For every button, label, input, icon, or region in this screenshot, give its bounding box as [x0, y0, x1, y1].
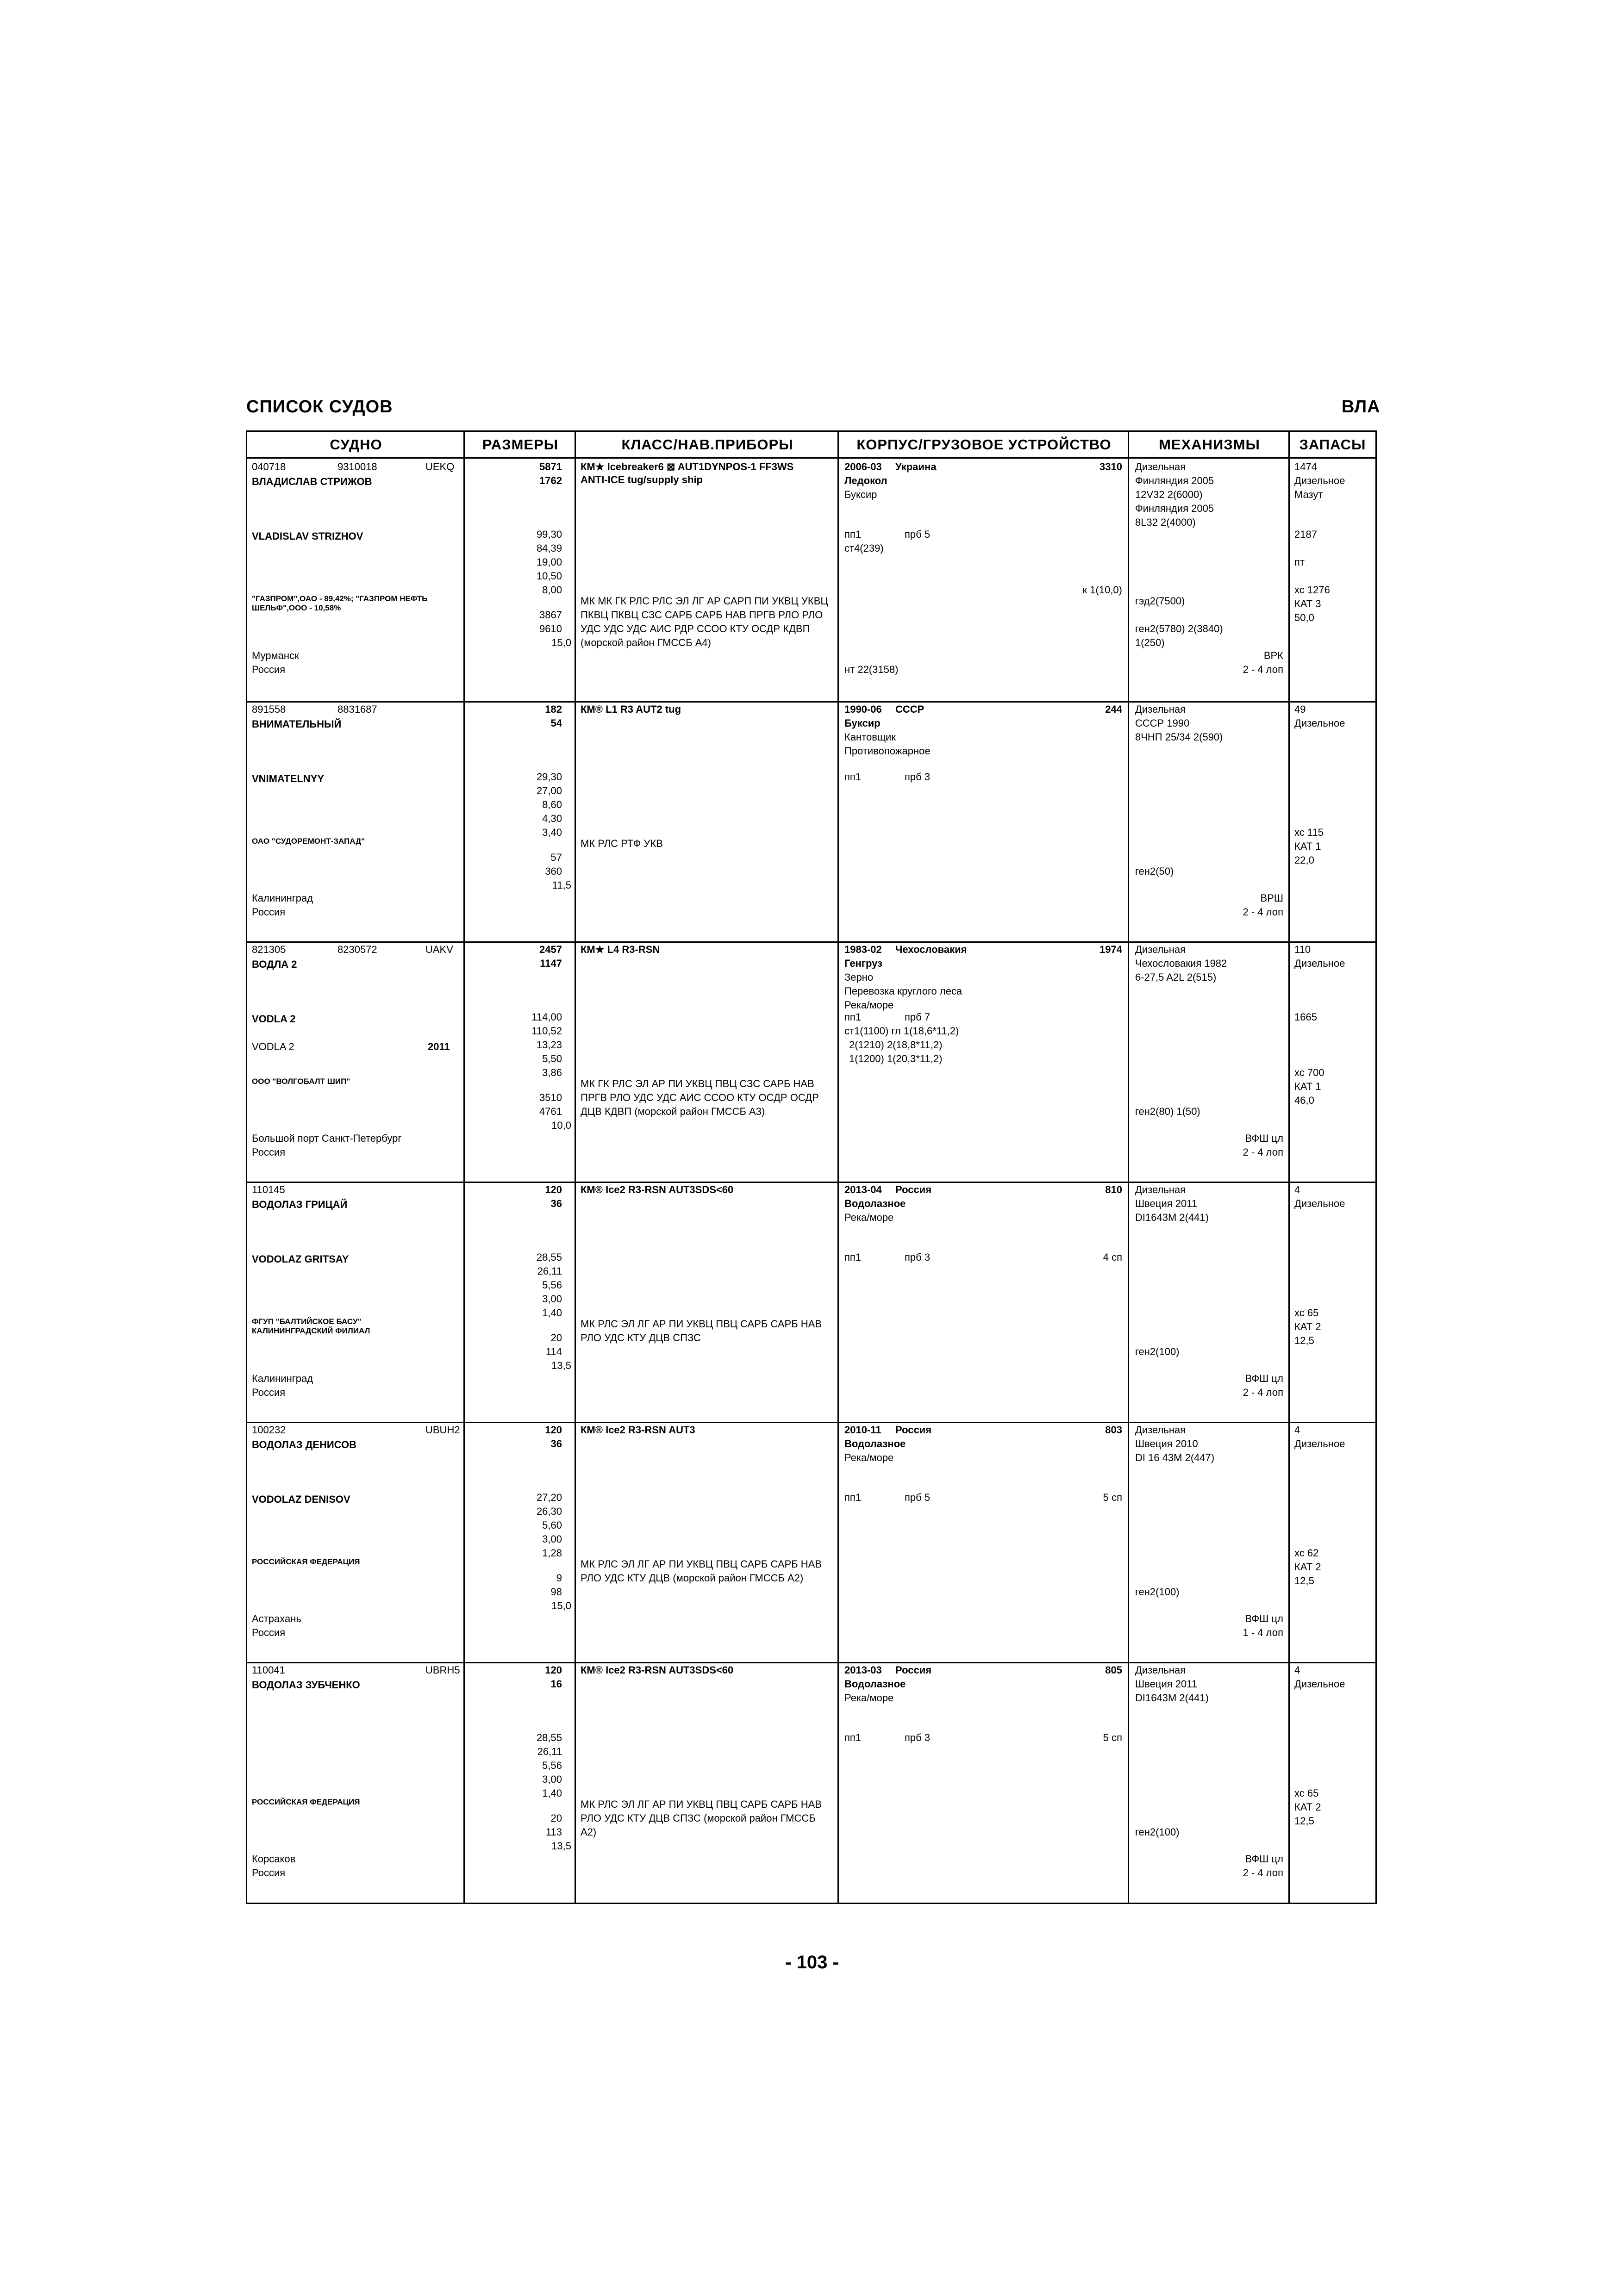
vessel-dimension: 120: [545, 1424, 562, 1436]
vessel-dimension: 13,23: [536, 1039, 562, 1051]
vessel-stock: Дизельное: [1294, 1678, 1345, 1690]
vessel-flag: Россия: [252, 664, 286, 675]
vessel-deck: пп1: [844, 1251, 862, 1263]
vessel-stock: КАТ 2: [1294, 1561, 1321, 1573]
col-header-machinery: МЕХАНИЗМЫ: [1159, 436, 1260, 453]
vessel-class: КМ® Ice2 R3-RSN AUT3: [581, 1424, 695, 1436]
vessel-hull-number: 805: [1105, 1664, 1122, 1676]
vessel-stock: КАТ 2: [1294, 1321, 1321, 1332]
vessel-dimension: 120: [545, 1184, 562, 1195]
vessel-propeller-blades: 1 - 4 лоп: [1243, 1627, 1283, 1638]
vessel-deck: пп1: [844, 771, 862, 783]
vessel-dimension: 1762: [539, 475, 562, 486]
vessel-dimension: 11,5: [552, 879, 571, 891]
vessel-stock: Дизельное: [1294, 1198, 1345, 1209]
vessel-holds: ст1(1100) гл 1(18,6*11,2): [844, 1025, 959, 1037]
vessel-propeller: ВФШ цл: [1245, 1132, 1283, 1144]
vessel-dimension: 13,5: [551, 1360, 571, 1371]
vessel-dimension: 16: [550, 1678, 562, 1690]
vessel-dimension: 110,52: [531, 1025, 562, 1037]
vessel-cargo-gear: 5 сп: [1103, 1732, 1122, 1743]
vessel-engine: Чехословакия 1982: [1135, 958, 1227, 969]
vessel-type: Зерно: [844, 971, 874, 983]
vessel-dimension: 99,30: [536, 529, 562, 540]
vessel-owner: "ГАЗПРОМ",ОАО - 89,42%; "ГАЗПРОМ НЕФТЬ ШЕЛЬФ",ООО - 10,58%: [252, 594, 428, 612]
vessel-stock: 4: [1294, 1424, 1300, 1436]
vessel-reg-number: 100232: [252, 1424, 286, 1436]
col-header-dimensions: РАЗМЕРЫ: [482, 436, 559, 453]
vessel-hull-number: 1974: [1099, 944, 1122, 955]
vessel-engine: Дизельная: [1135, 1424, 1186, 1436]
vessel-flag: Россия: [252, 1627, 286, 1638]
vessel-hull-number: 3310: [1099, 461, 1122, 473]
vessel-engine: СССР 1990: [1135, 717, 1190, 729]
vessel-imo: 8230572: [337, 944, 377, 955]
vessel-dimension: 3,40: [542, 827, 562, 838]
vessel-class: КМ® L1 R3 AUT2 tug: [581, 703, 681, 715]
vessel-imo: 9310018: [337, 461, 377, 473]
vessel-dimension: 54: [550, 717, 562, 729]
vessel-engine: Дизельная: [1135, 944, 1186, 955]
vessel-engine: Швеция 2011: [1135, 1198, 1198, 1209]
vessel-build-date: 1983-02: [844, 944, 882, 955]
vessel-generator: ген2(5780) 2(3840): [1135, 623, 1223, 635]
vessel-engine: Дизельная: [1135, 703, 1186, 715]
vessel-dimension: 1147: [540, 958, 562, 969]
vessel-dimension: 4761: [539, 1106, 562, 1117]
vessel-bulkheads: прб 3: [905, 1251, 931, 1263]
vessel-dimension: 10,0: [551, 1120, 571, 1131]
vessel-dimension: 114: [545, 1346, 562, 1357]
vessel-dimension: 1,40: [542, 1307, 562, 1319]
vessel-name-latin: VNIMATELNYY: [252, 773, 325, 784]
vessel-propeller-blades: 2 - 4 лоп: [1243, 1146, 1283, 1158]
vessel-build-country: Россия: [895, 1664, 932, 1676]
vessel-engine: Дизельная: [1135, 1664, 1186, 1676]
vessel-dimension: 29,30: [536, 771, 562, 783]
vessel-stock: 1665: [1294, 1011, 1317, 1023]
vessel-owner: ФГУП "БАЛТИЙСКОЕ БАСУ" КАЛИНИНГРАДСКИЙ ФИЛИАЛ: [252, 1317, 370, 1335]
vessel-generator: ген2(100): [1135, 1826, 1180, 1838]
vessel-dimension: 15,0: [551, 1600, 571, 1612]
vessel-stock: хс 1276: [1294, 584, 1330, 596]
vessel-stock: хс 62: [1294, 1547, 1319, 1559]
vessel-dimension: 10,50: [536, 570, 562, 582]
vessel-dimension: 20: [550, 1332, 562, 1344]
vessel-stock: 22,0: [1294, 854, 1314, 866]
vessel-port: Мурманск: [252, 650, 299, 661]
vessel-dimension: 13,5: [551, 1840, 571, 1852]
vessel-owner: ООО "ВОЛГОБАЛТ ШИП": [252, 1077, 350, 1086]
vessel-flag: Россия: [252, 906, 286, 918]
vessel-stock: хс 700: [1294, 1067, 1324, 1078]
vessel-dimension: 1,28: [542, 1547, 562, 1559]
vessel-engine: Финляндия 2005: [1135, 475, 1214, 486]
vessel-owner: РОССИЙСКАЯ ФЕДЕРАЦИЯ: [252, 1798, 360, 1806]
vessel-bulkheads: прб 5: [905, 529, 931, 540]
vessel-stock: 4: [1294, 1664, 1300, 1676]
vessel-build-country: Россия: [895, 1424, 932, 1436]
vessel-nav-equipment: МК РЛС ЭЛ ЛГ АР ПИ УКВЦ ПВЦ САРБ САРБ НАВ РЛО УДС КТУ ДЦВ СПЗС (морской район ГМССБ А2): [581, 1798, 822, 1838]
vessel-port: Калининград: [252, 892, 313, 904]
vessel-stock: Мазут: [1294, 489, 1323, 500]
vessel-build-country: СССР: [895, 703, 924, 715]
vessel-bulkheads: прб 5: [905, 1492, 931, 1503]
vessel-holds: 2(1210) 2(18,8*11,2): [849, 1039, 943, 1051]
vessel-holds: 1(1200) 1(20,3*11,2): [849, 1053, 943, 1064]
page-number: - 103 -: [785, 1952, 839, 1972]
vessel-stock: Дизельное: [1294, 958, 1345, 969]
vessel-table: [246, 430, 1377, 1904]
vessel-type: Река/море: [844, 1212, 894, 1223]
vessel-class: КМ★ L4 R3-RSN: [581, 944, 660, 955]
vessel-name: ВОДЛА 2: [252, 958, 297, 970]
vessel-type: Водолазное: [844, 1438, 906, 1450]
vessel-dimension: 360: [545, 865, 562, 877]
vessel-type: Река/море: [844, 999, 894, 1011]
vessel-nav-equipment: МК РЛС РТФ УКВ: [581, 838, 663, 849]
vessel-nav-equipment: МК ГК РЛС ЭЛ АР ПИ УКВЦ ПВЦ СЗС САРБ НАВ ПРГВ РЛО УДС УДС АИС ССОО КТУ ОСДР ОСДР ДЦВ КДВП (морской район ГМССБ А3): [581, 1078, 819, 1117]
vessel-dimension: 26,11: [537, 1265, 562, 1277]
vessel-flag: Россия: [252, 1867, 286, 1879]
vessel-name: ВОДОЛАЗ ДЕНИСОВ: [252, 1439, 357, 1450]
vessel-reg-number: 110041: [252, 1664, 285, 1676]
vessel-stock: 12,5: [1294, 1815, 1314, 1827]
vessel-deck: пп1: [844, 1011, 862, 1023]
vessel-dimension: 27,00: [536, 785, 562, 796]
vessel-stock: КАТ 1: [1294, 1081, 1321, 1092]
vessel-stock: 46,0: [1294, 1095, 1314, 1106]
vessel-name-latin: VODOLAZ DENISOV: [252, 1493, 350, 1505]
vessel-class: КМ★ Icebreaker6 ⊠ AUT1DYNPOS-1 FF3WS: [581, 461, 794, 473]
vessel-stock: хс 65: [1294, 1787, 1319, 1799]
vessel-flag: Россия: [252, 1387, 286, 1398]
vessel-dimension: 3,86: [542, 1067, 562, 1078]
page-title: СПИСОК СУДОВ: [246, 397, 393, 417]
vessel-dimension: 36: [550, 1198, 562, 1209]
vessel-nav-equipment: МК РЛС ЭЛ ЛГ АР ПИ УКВЦ ПВЦ САРБ САРБ НАВ РЛО УДС КТУ ДЦВ СПЗС: [581, 1318, 822, 1344]
vessel-dimension: 98: [550, 1586, 562, 1598]
vessel-stock: хс 65: [1294, 1307, 1319, 1319]
vessel-engine: Швеция 2011: [1135, 1678, 1198, 1690]
vessel-hull-number: 244: [1105, 703, 1122, 715]
vessel-call-sign: UBUH2: [425, 1424, 460, 1436]
vessel-deck: пп1: [844, 1732, 862, 1743]
vessel-port: Корсаков: [252, 1853, 296, 1865]
table-header: [247, 432, 1375, 459]
vessel-dimension: 8,00: [542, 584, 562, 596]
vessel-dimension: 20: [550, 1812, 562, 1824]
vessel-stock: Дизельное: [1294, 1438, 1345, 1450]
vessel-type: Противопожарное: [844, 745, 931, 757]
vessel-bulkheads: прб 7: [905, 1011, 931, 1023]
vessel-propeller-blades: 2 - 4 лоп: [1243, 1867, 1283, 1879]
vessel-stock: 2187: [1294, 529, 1317, 540]
vessel-dimension: 120: [545, 1664, 562, 1676]
vessel-bulkheads: прб 3: [905, 771, 931, 783]
vessel-name: ВОДОЛАЗ ЗУБЧЕНКО: [252, 1679, 360, 1691]
vessel-stock: 12,5: [1294, 1575, 1314, 1587]
vessel-dimension: 3510: [539, 1092, 562, 1103]
vessel-bulkheads: прб 3: [905, 1732, 931, 1743]
vessel-dimension: 9: [556, 1572, 562, 1584]
vessel-engine: DI 16 43M 2(447): [1135, 1452, 1215, 1463]
vessel-class-notation: ANTI-ICE tug/supply ship: [581, 474, 703, 485]
vessel-port: Астрахань: [252, 1613, 301, 1624]
vessel-deck: пп1: [844, 1492, 862, 1503]
vessel-dimension: 36: [550, 1438, 562, 1450]
vessel-dimension: 3867: [539, 609, 562, 621]
vessel-engine: 8ЧНП 25/34 2(590): [1135, 731, 1223, 743]
vessel-hull-number: 803: [1105, 1424, 1122, 1436]
vessel-tonnage: нт 22(3158): [844, 664, 899, 675]
vessel-stock: 110: [1294, 944, 1311, 955]
vessel-owner: РОССИЙСКАЯ ФЕДЕРАЦИЯ: [252, 1557, 360, 1566]
vessel-type: Река/море: [844, 1692, 894, 1704]
vessel-propeller: ВФШ цл: [1245, 1613, 1283, 1624]
vessel-dimension: 28,55: [536, 1251, 562, 1263]
vessel-class: КМ® Ice2 R3-RSN AUT3SDS<60: [581, 1184, 734, 1195]
col-header-class: КЛАСС/НАВ.ПРИБОРЫ: [621, 436, 793, 453]
vessel-port: Калининград: [252, 1373, 313, 1384]
vessel-propeller: ВРК: [1263, 650, 1283, 661]
vessel-stock: 49: [1294, 703, 1306, 715]
vessel-name-latin: VODLA 2: [252, 1013, 296, 1025]
vessel-build-date: 2010-11: [844, 1424, 881, 1436]
vessel-propeller-blades: 2 - 4 лоп: [1243, 906, 1283, 918]
vessel-cargo-gear: 5 сп: [1103, 1492, 1122, 1503]
vessel-dimension: 3,00: [542, 1533, 562, 1545]
vessel-call-sign: UEKQ: [425, 461, 455, 473]
vessel-build-date: 2006-03: [844, 461, 882, 473]
vessel-stock: пт: [1294, 556, 1305, 568]
vessel-dimension: 114,00: [531, 1011, 562, 1023]
vessel-engine: 12V32 2(6000): [1135, 489, 1203, 500]
vessel-reg-number: 821305: [252, 944, 286, 955]
vessel-dimension: 5871: [539, 461, 562, 473]
vessel-hull-number: 810: [1105, 1184, 1122, 1195]
vessel-dimension: 3,00: [542, 1773, 562, 1785]
vessel-type: Генгруз: [844, 958, 883, 969]
vessel-call-sign: UAKV: [425, 944, 453, 955]
section-code: ВЛА: [1342, 397, 1380, 417]
vessel-cargo-gear: к 1(10,0): [1082, 584, 1122, 596]
vessel-build-country: Украина: [895, 461, 937, 473]
vessel-type: Водолазное: [844, 1198, 906, 1209]
vessel-stock: 1474: [1294, 461, 1317, 473]
vessel-stock: 12,5: [1294, 1335, 1314, 1346]
vessel-propeller-blades: 2 - 4 лоп: [1243, 1387, 1283, 1398]
vessel-dimension: 8,60: [542, 799, 562, 810]
vessel-former-name: VODLA 2: [252, 1041, 294, 1052]
vessel-build-date: 1990-06: [844, 703, 882, 715]
vessel-engine: 8L32 2(4000): [1135, 516, 1196, 528]
vessel-type: Кантовщик: [844, 731, 896, 743]
vessel-engine: Швеция 2010: [1135, 1438, 1198, 1450]
vessel-generator: ген2(100): [1135, 1586, 1180, 1598]
vessel-class: КМ® Ice2 R3-RSN AUT3SDS<60: [581, 1664, 734, 1676]
col-header-hull: КОРПУС/ГРУЗОВОЕ УСТРОЙСТВО: [856, 436, 1112, 453]
vessel-dimension: 84,39: [536, 542, 562, 554]
vessel-stock: КАТ 2: [1294, 1801, 1321, 1813]
vessel-dimension: 19,00: [536, 556, 562, 568]
vessel-type: Водолазное: [844, 1678, 906, 1690]
vessel-imo: 8831687: [337, 703, 377, 715]
vessel-dimension: 182: [545, 703, 562, 715]
vessel-cargo-gear: 4 сп: [1103, 1251, 1122, 1263]
vessel-generator: ген2(100): [1135, 1346, 1180, 1357]
vessel-name: ВОДОЛАЗ ГРИЦАЙ: [252, 1199, 348, 1210]
vessel-dimension: 26,30: [536, 1506, 562, 1517]
vessel-stock: 4: [1294, 1184, 1300, 1195]
vessel-flag: Россия: [252, 1146, 286, 1158]
vessel-type: Буксир: [844, 489, 877, 500]
vessel-dimension: 5,56: [542, 1279, 562, 1291]
vessel-stock: Дизельное: [1294, 717, 1345, 729]
vessel-former-year: 2011: [428, 1041, 450, 1052]
vessel-dimension: 5,60: [542, 1519, 562, 1531]
col-header-vessel: СУДНО: [330, 436, 382, 453]
vessel-nav-equipment: МК МК ГК РЛС РЛС ЭЛ ЛГ АР САРП ПИ УКВЦ УКВЦ ПКВЦ ПКВЦ СЗС САРБ САРБ НАВ ПРГВ РЛО РЛО УДС УДС УДС АИС РДР ССОО КТУ ОСДР КДВП (морской район ГМССБ А4): [581, 595, 828, 648]
vessel-holds: ст4(239): [844, 542, 884, 554]
vessel-build-country: Чехословакия: [895, 944, 967, 955]
vessel-dimension: 3,00: [542, 1293, 562, 1305]
vessel-stock: КАТ 3: [1294, 598, 1321, 610]
vessel-name-latin: VLADISLAV STRIZHOV: [252, 530, 363, 542]
vessel-name: ВНИМАТЕЛЬНЫЙ: [252, 718, 342, 730]
vessel-dimension: 2457: [539, 944, 562, 955]
vessel-reg-number: 891558: [252, 703, 286, 715]
vessel-generator: ген2(80) 1(50): [1135, 1106, 1200, 1117]
vessel-type: Перевозка круглого леса: [844, 985, 962, 997]
vessel-port: Большой порт Санкт-Петербург: [252, 1132, 402, 1144]
vessel-stock: Дизельное: [1294, 475, 1345, 486]
vessel-dimension: 1,40: [542, 1787, 562, 1799]
vessel-dimension: 113: [545, 1826, 562, 1838]
vessel-call-sign: UBRH5: [425, 1664, 460, 1676]
vessel-owner: ОАО "СУДОРЕМОНТ-ЗАПАД": [252, 837, 365, 846]
vessel-propeller: ВРШ: [1260, 892, 1283, 904]
vessel-name-latin: VODOLAZ GRITSAY: [252, 1253, 349, 1265]
vessel-reg-number: 040718: [252, 461, 286, 473]
vessel-dimension: 5,50: [542, 1053, 562, 1064]
vessel-type: Буксир: [844, 717, 881, 729]
vessel-dimension: 15,0: [551, 637, 571, 648]
vessel-name: ВЛАДИСЛАВ СТРИЖОВ: [252, 476, 372, 487]
vessel-stock: хс 115: [1294, 827, 1324, 838]
vessel-dimension: 26,11: [537, 1746, 562, 1757]
vessel-engine: Финляндия 2005: [1135, 503, 1214, 514]
vessel-engine: Дизельная: [1135, 1184, 1186, 1195]
vessel-dimension: 28,55: [536, 1732, 562, 1743]
vessel-engine: DI1643M 2(441): [1135, 1692, 1209, 1704]
vessel-generator: гэд2(7500): [1135, 595, 1185, 607]
vessel-engine: Дизельная: [1135, 461, 1186, 473]
vessel-propeller: ВФШ цл: [1245, 1853, 1283, 1865]
vessel-engine: DI1643M 2(441): [1135, 1212, 1209, 1223]
vessel-build-date: 2013-03: [844, 1664, 882, 1676]
vessel-dimension: 4,30: [542, 813, 562, 824]
vessel-dimension: 5,56: [542, 1760, 562, 1771]
vessel-dimension: 27,20: [536, 1492, 562, 1503]
vessel-generator: ген2(50): [1135, 865, 1174, 877]
vessel-generator: 1(250): [1135, 637, 1165, 648]
vessel-stock: КАТ 1: [1294, 840, 1321, 852]
vessel-build-country: Россия: [895, 1184, 932, 1195]
vessel-dimension: 9610: [539, 623, 562, 635]
vessel-deck: пп1: [844, 529, 862, 540]
vessel-reg-number: 110145: [252, 1184, 285, 1195]
vessel-propeller-blades: 2 - 4 лоп: [1243, 664, 1283, 675]
vessel-stock: 50,0: [1294, 612, 1314, 623]
vessel-dimension: 57: [550, 852, 562, 863]
vessel-type: Река/море: [844, 1452, 894, 1463]
vessel-engine: 6-27,5 A2L 2(515): [1135, 971, 1217, 983]
col-header-stocks: ЗАПАСЫ: [1299, 436, 1366, 453]
vessel-nav-equipment: МК РЛС ЭЛ ЛГ АР ПИ УКВЦ ПВЦ САРБ САРБ НАВ РЛО УДС КТУ ДЦВ (морской район ГМССБ А2): [581, 1558, 822, 1584]
vessel-type: Ледокол: [844, 475, 887, 486]
vessel-propeller: ВФШ цл: [1245, 1373, 1283, 1384]
vessel-build-date: 2013-04: [844, 1184, 882, 1195]
